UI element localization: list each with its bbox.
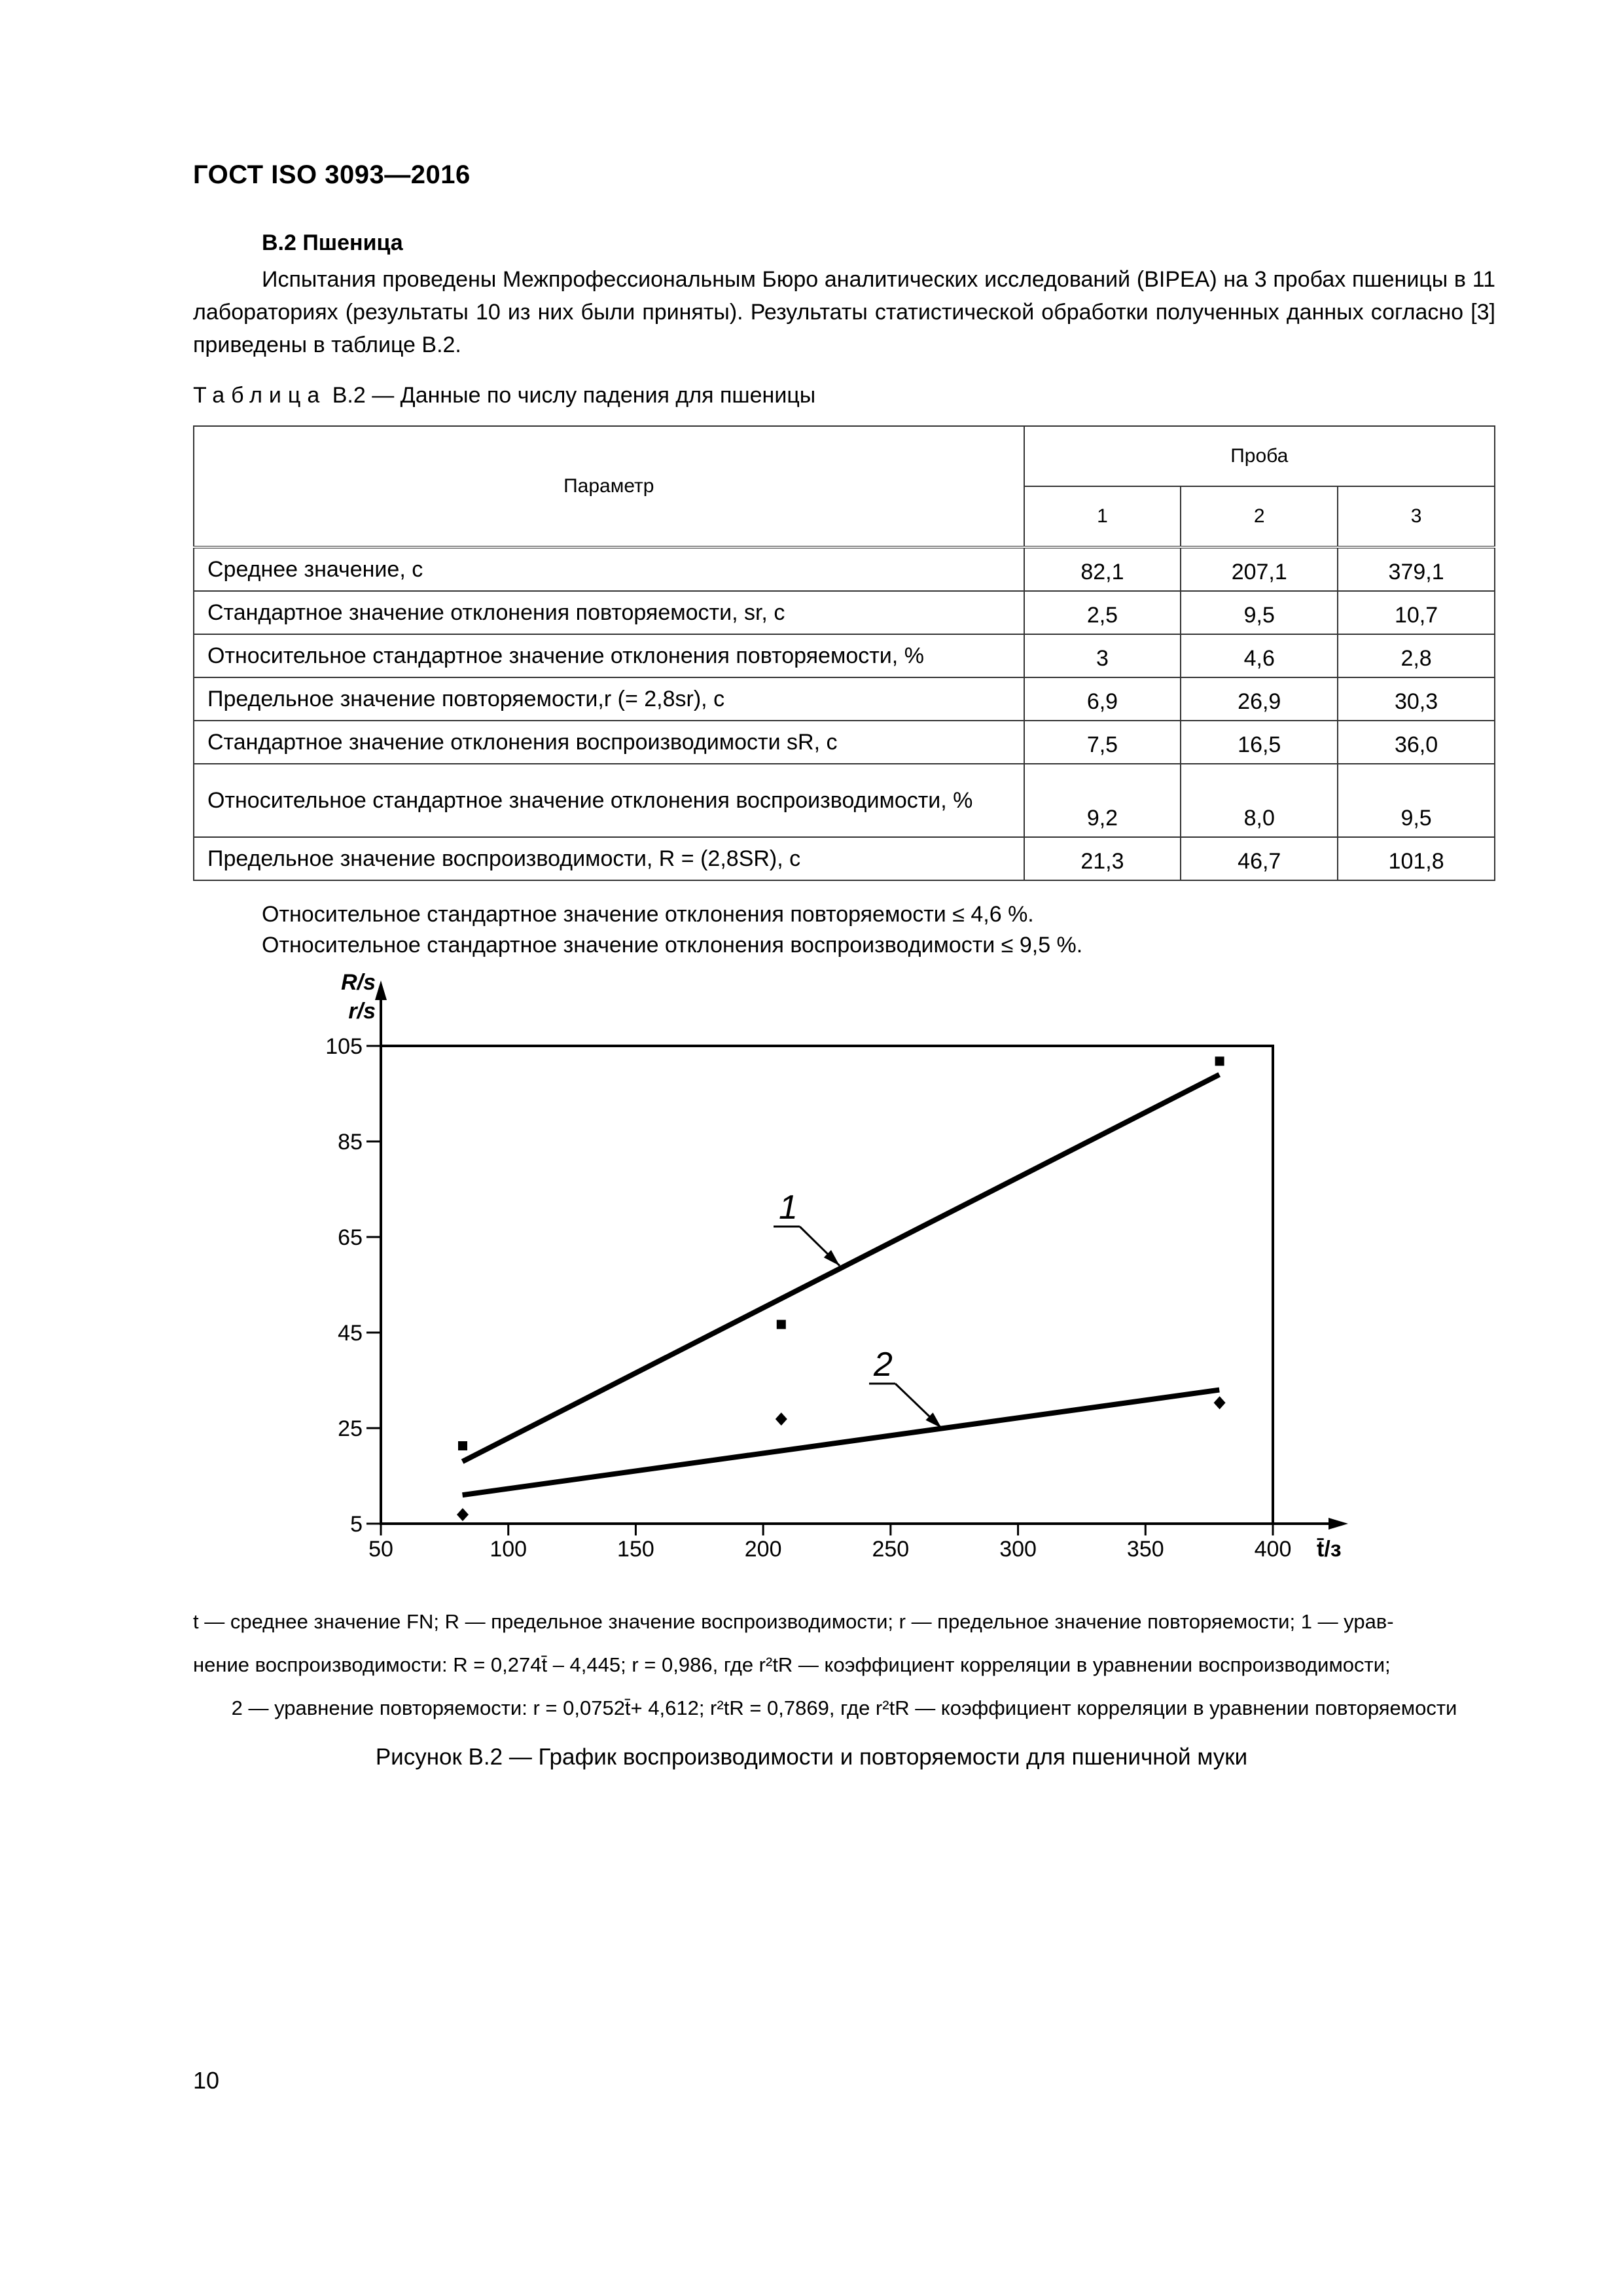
section-paragraph — [193, 263, 1495, 361]
cell-value: 30,3 — [1338, 677, 1495, 721]
cell-value: 46,7 — [1181, 837, 1338, 880]
row-label: Стандартное значение отклонения повторяемости, sr, c — [194, 591, 1024, 634]
row-label: Предельное значение повторяемости,r (= 2,8sr), с — [194, 677, 1024, 721]
data-point-diamond — [776, 1412, 787, 1426]
data-point-square — [458, 1441, 467, 1450]
regression-chart — [0, 962, 1623, 1577]
header-sample-1: 1 — [1024, 486, 1181, 547]
x-tick-label: 250 — [872, 1537, 910, 1562]
y-tick-label: 85 — [338, 1130, 363, 1155]
cell-value: 2,8 — [1338, 634, 1495, 677]
table-caption-rest: В.2 — Данные по числу падения для пшеницы — [326, 383, 816, 408]
table-row — [194, 721, 1495, 764]
legend-line: t — среднее значение FN; R — предельное значение воспроизводимости; r — предельное значение повторяемости; 1 — урав- — [193, 1610, 1394, 1633]
table-row — [194, 634, 1495, 677]
row-label: Относительное стандартное значение отклонения воспроизводимости, % — [194, 764, 1024, 837]
data-table — [193, 425, 1495, 881]
table-row — [194, 764, 1495, 837]
x-tick-label: 350 — [1126, 1537, 1164, 1562]
cell-value: 6,9 — [1024, 677, 1181, 721]
cell-value: 8,0 — [1181, 764, 1338, 837]
y-tick-label: 5 — [350, 1512, 363, 1537]
cell-value: 379,1 — [1338, 547, 1495, 591]
x-tick-label: 50 — [368, 1537, 393, 1562]
figure-legend — [193, 1600, 1495, 1730]
document-header: ГОСТ ISO 3093—2016 — [193, 160, 471, 189]
section-title: В.2 Пшеница — [262, 230, 403, 255]
y-axis-label-top: R/s — [341, 970, 376, 995]
cell-value: 2,5 — [1024, 591, 1181, 634]
table-row — [194, 677, 1495, 721]
table-caption-prefix: Таблица — [193, 383, 327, 408]
data-point-square — [777, 1320, 786, 1329]
table-caption — [193, 383, 815, 408]
data-point-diamond — [1214, 1396, 1226, 1409]
cell-value: 26,9 — [1181, 677, 1338, 721]
x-tick-label: 200 — [744, 1537, 782, 1562]
cell-value: 3 — [1024, 634, 1181, 677]
page-number: 10 — [193, 2067, 220, 2094]
y-tick-label: 65 — [338, 1225, 363, 1250]
series-label-2: 2 — [874, 1346, 893, 1384]
row-label: Относительное стандартное значение отклонения повторяемости, % — [194, 634, 1024, 677]
y-tick-label: 45 — [338, 1321, 363, 1346]
x-axis-arrow — [1329, 1518, 1348, 1530]
legend-line: нение воспроизводимости: R = 0,274t̄ – 4,445; r = 0,986, где r²tR — коэффициент корреляции в уравнении воспроизводимости; — [193, 1653, 1391, 1676]
legend-line: 2 — уравнение повторяемости: r = 0,0752t̄+ 4,612; r²tR = 0,7869, где r²tR — коэффициент корреляции в уравнении повторяемости — [231, 1696, 1457, 1719]
cell-value: 16,5 — [1181, 721, 1338, 764]
y-tick-label: 25 — [338, 1416, 363, 1441]
x-tick-label: 400 — [1254, 1537, 1292, 1562]
data-point-diamond — [457, 1508, 469, 1521]
figure-caption: Рисунок В.2 — График воспроизводимости и повторяемости для пшеничной муки — [375, 1744, 1248, 1770]
header-sample-3: 3 — [1338, 486, 1495, 547]
x-tick-label: 150 — [617, 1537, 654, 1562]
y-axis-arrow — [375, 980, 387, 1000]
x-tick-label: 300 — [999, 1537, 1037, 1562]
row-label: Среднее значение, с — [194, 547, 1024, 591]
row-label: Предельное значение воспроизводимости, R = (2,8SR), c — [194, 837, 1024, 880]
cell-value: 36,0 — [1338, 721, 1495, 764]
cell-value: 207,1 — [1181, 547, 1338, 591]
y-tick-label: 105 — [325, 1034, 363, 1059]
cell-value: 7,5 — [1024, 721, 1181, 764]
header-parameter: Параметр — [194, 426, 1024, 547]
table-row — [194, 837, 1495, 880]
header-sample-2: 2 — [1181, 486, 1338, 547]
cell-value: 21,3 — [1024, 837, 1181, 880]
cell-value: 82,1 — [1024, 547, 1181, 591]
cell-value: 9,2 — [1024, 764, 1181, 837]
data-point-square — [1215, 1056, 1224, 1066]
header-sample: Проба — [1024, 426, 1495, 486]
cell-value: 10,7 — [1338, 591, 1495, 634]
cell-value: 101,8 — [1338, 837, 1495, 880]
y-axis-label-bottom: r/s — [348, 999, 376, 1024]
table-row — [194, 591, 1495, 634]
x-axis-label: t̄/з — [1317, 1537, 1342, 1562]
x-tick-label: 100 — [490, 1537, 527, 1562]
note-repeatability: Относительное стандартное значение отклонения повторяемости ≤ 4,6 %. — [262, 902, 1034, 927]
note-reproducibility: Относительное стандартное значение отклонения воспроизводимости ≤ 9,5 %. — [262, 933, 1083, 958]
row-label: Стандартное значение отклонения воспроизводимости sR, c — [194, 721, 1024, 764]
cell-value: 9,5 — [1181, 591, 1338, 634]
paragraph-text: Испытания проведены Межпрофессиональным Бюро аналитических исследований (BIPEA) на 3 пробах пшеницы в 11 лабораториях (результаты 10 из них были приняты). Результаты статистической обработки полученных данных согласно [3] приведены в таблице В.2. — [193, 267, 1495, 357]
table-row — [194, 547, 1495, 591]
series-label-1: 1 — [779, 1189, 798, 1227]
cell-value: 4,6 — [1181, 634, 1338, 677]
cell-value: 9,5 — [1338, 764, 1495, 837]
